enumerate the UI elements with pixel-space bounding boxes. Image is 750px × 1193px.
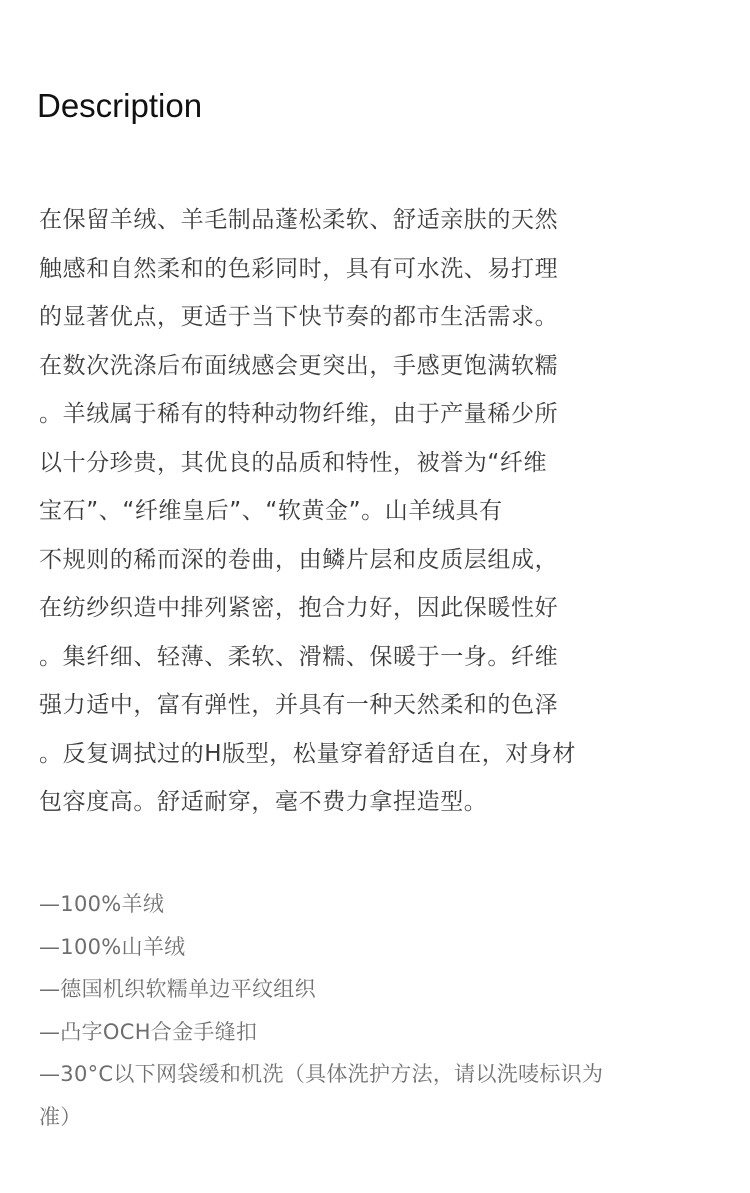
- spec-item: 准）: [39, 1104, 82, 1129]
- description-line: 以十分珍贵，其优良的品质和特性，被誉为“纤维: [39, 449, 548, 476]
- description-line: 强力适中，富有弹性，并具有一种天然柔和的色泽: [39, 692, 559, 718]
- description-line: 在数次洗涤后布面绒感会更突出，手感更饱满软糯: [39, 352, 559, 379]
- spec-item: —100%山羊绒: [39, 934, 186, 959]
- description-paragraph: [39, 196, 679, 827]
- section-title: Description: [37, 87, 203, 124]
- description-line: 包容度高。舒适耐穿，毫不费力拿捏造型。: [39, 789, 488, 815]
- spec-list: [39, 883, 709, 1138]
- description-line: 的显著优点，更适于当下快节奏的都市生活需求。: [39, 304, 559, 330]
- spec-item: —凸字OCH合金手缝扣: [39, 1019, 258, 1044]
- description-line: 宝石”、“纤维皇后”、“软黄金”。山羊绒具有: [39, 498, 503, 524]
- spec-item: —30°C以下网袋缓和机洗（具体洗护方法，请以洗唛标识为: [39, 1062, 604, 1086]
- description-line: 在保留羊绒、羊毛制品蓬松柔软、舒适亲肤的天然: [39, 207, 559, 233]
- description-line: 触感和自然柔和的色彩同时，具有可水洗、易打理: [39, 255, 559, 282]
- description-line: 在纺纱织造中排列紧密，抱合力好，因此保暖性好: [39, 595, 559, 621]
- description-line: 。集纤细、轻薄、柔软、滑糯、保暖于一身。纤维: [39, 643, 559, 670]
- description-line: 不规则的稀而深的卷曲，由鳞片层和皮质层组成，: [39, 546, 559, 573]
- spec-item: —德国机织软糯单边平纹组织: [39, 977, 316, 1001]
- description-line: 。羊绒属于稀有的特种动物纤维，由于产量稀少所: [39, 401, 559, 427]
- description-line: 。反复调拭过的H版型，松量穿着舒适自在，对身材: [39, 740, 577, 767]
- spec-item: —100%羊绒: [39, 892, 165, 916]
